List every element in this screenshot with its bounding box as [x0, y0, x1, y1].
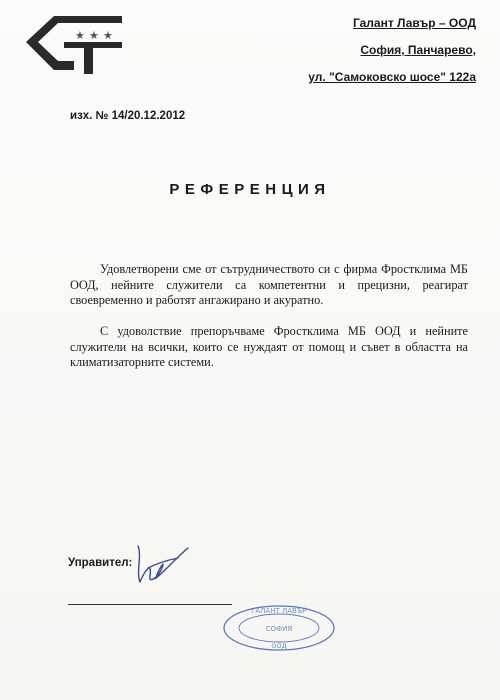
svg-text:★: ★: [103, 29, 113, 42]
company-logo: [24, 14, 124, 76]
manager-label: Управител:: [68, 557, 133, 569]
svg-text:СОФИЯ: СОФИЯ: [265, 625, 293, 633]
signature-line: [68, 604, 232, 605]
handwritten-signature: [128, 538, 198, 588]
company-stamp: [222, 604, 336, 652]
svg-text:★: ★: [75, 29, 85, 42]
paragraph-2: С удоволствие препоръчваме Фростклима МБ ООД и нейните служители на всички, които се нуждаят от помощ и съвет в областта на климатизаторните системи.: [70, 324, 468, 369]
company-street: ул. "Самоковско шосе" 122а: [308, 70, 476, 84]
company-name: Галант Лавър – ООД: [352, 16, 476, 30]
svg-text:ООД: ООД: [271, 642, 287, 650]
company-city: София, Панчарево,: [360, 43, 476, 57]
svg-text:ГАЛАНТ ЛАВЪР: ГАЛАНТ ЛАВЪР: [251, 607, 307, 615]
svg-text:★: ★: [89, 29, 99, 42]
company-header: [308, 10, 476, 91]
document-number: изх. № 14/20.12.2012: [70, 110, 186, 122]
document-title: РЕФЕРЕНЦИЯ: [169, 181, 331, 198]
paragraph-1: Удовлетворени сме от сътрудничеството си с фирма Фростклима МБ ООД, нейните служители са компетентни и прецизни, реагират своевременно и работят ангажирано и акуратно.: [70, 262, 468, 307]
